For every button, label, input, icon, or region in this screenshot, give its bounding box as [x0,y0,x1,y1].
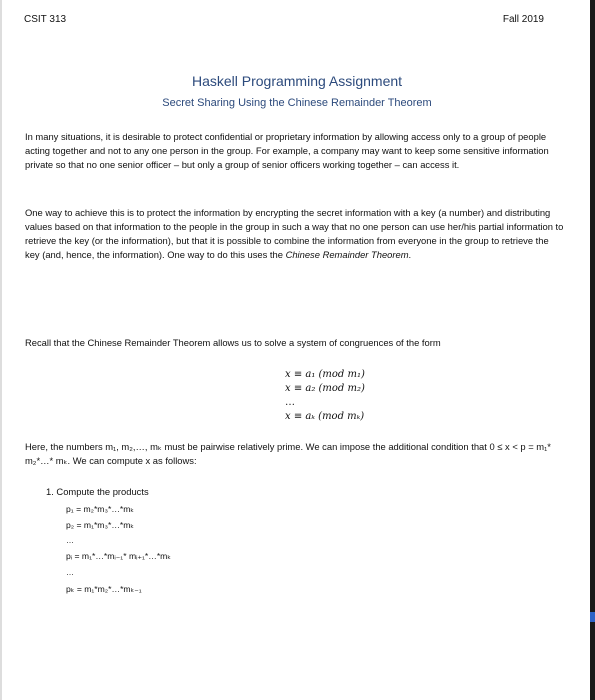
congruence-k: x ≡ aₖ (mod mₖ) [285,411,365,422]
document-title: Haskell Programming Assignment [191,73,403,89]
theorem-name: Chinese Remainder Theorem [285,249,409,260]
congruence-system [285,368,365,424]
product-pk: pₖ = m₁*m₂*…*mₖ₋₁ [66,584,142,594]
approach-paragraph [25,206,565,262]
intro-paragraph: In many situations, it is desirable to protect confidential or proprietary information by allowing access only to a group of people acting together and not to any one person in the group. For example, a company may want to keep some sensitive information private so that no one senior officer – but only a group of senior officers working together – can access it. [25,131,549,170]
page-edge [590,0,595,700]
congruence-ellipsis: … [285,397,296,408]
approach-text: One way to achieve this is to protect the information by encrypting the secret information with a key (a number) and distributing values based on that information to the people in the group in such a way that no one person can use her/his partial information to retrieve the key (or the information), but that it is possible to combine the information from everyone in the group to retrieve the key (and, hence, the information). One way to do this uses the [25,207,564,260]
product-pi: pᵢ = m₁*…*mᵢ₋₁* mᵢ₊₁*…*mₖ [66,551,171,561]
recall-paragraph: Recall that the Chinese Remainder Theorem allows us to solve a system of congruences of the form [25,337,441,348]
product-ellipsis-2: … [66,568,75,577]
product-ellipsis-1: … [66,536,75,545]
product-p1: p₁ = m₂*m₃*…*mₖ [66,504,135,514]
congruence-1: x ≡ a₁ (mod m₁) [285,369,365,380]
step-1-heading: 1. Compute the products [46,486,149,497]
approach-end: . [408,249,412,260]
condition-paragraph: Here, the numbers m₁, m₂,…, mₖ must be pairwise relatively prime. We can impose the additional condition that 0 ≤ x < p = m₁* m₂*…* mₖ. We can compute x as follows: [25,441,551,466]
course-header: CSIT 313 [24,14,67,25]
document-subtitle: Secret Sharing Using the Chinese Remainder Theorem [162,97,432,109]
page-edge-marker [590,612,595,622]
term-header: Fall 2019 [502,14,544,25]
congruence-2: x ≡ a₂ (mod m₂) [285,383,365,394]
product-p2: p₂ = m₁*m₃*…*mₖ [66,520,135,530]
